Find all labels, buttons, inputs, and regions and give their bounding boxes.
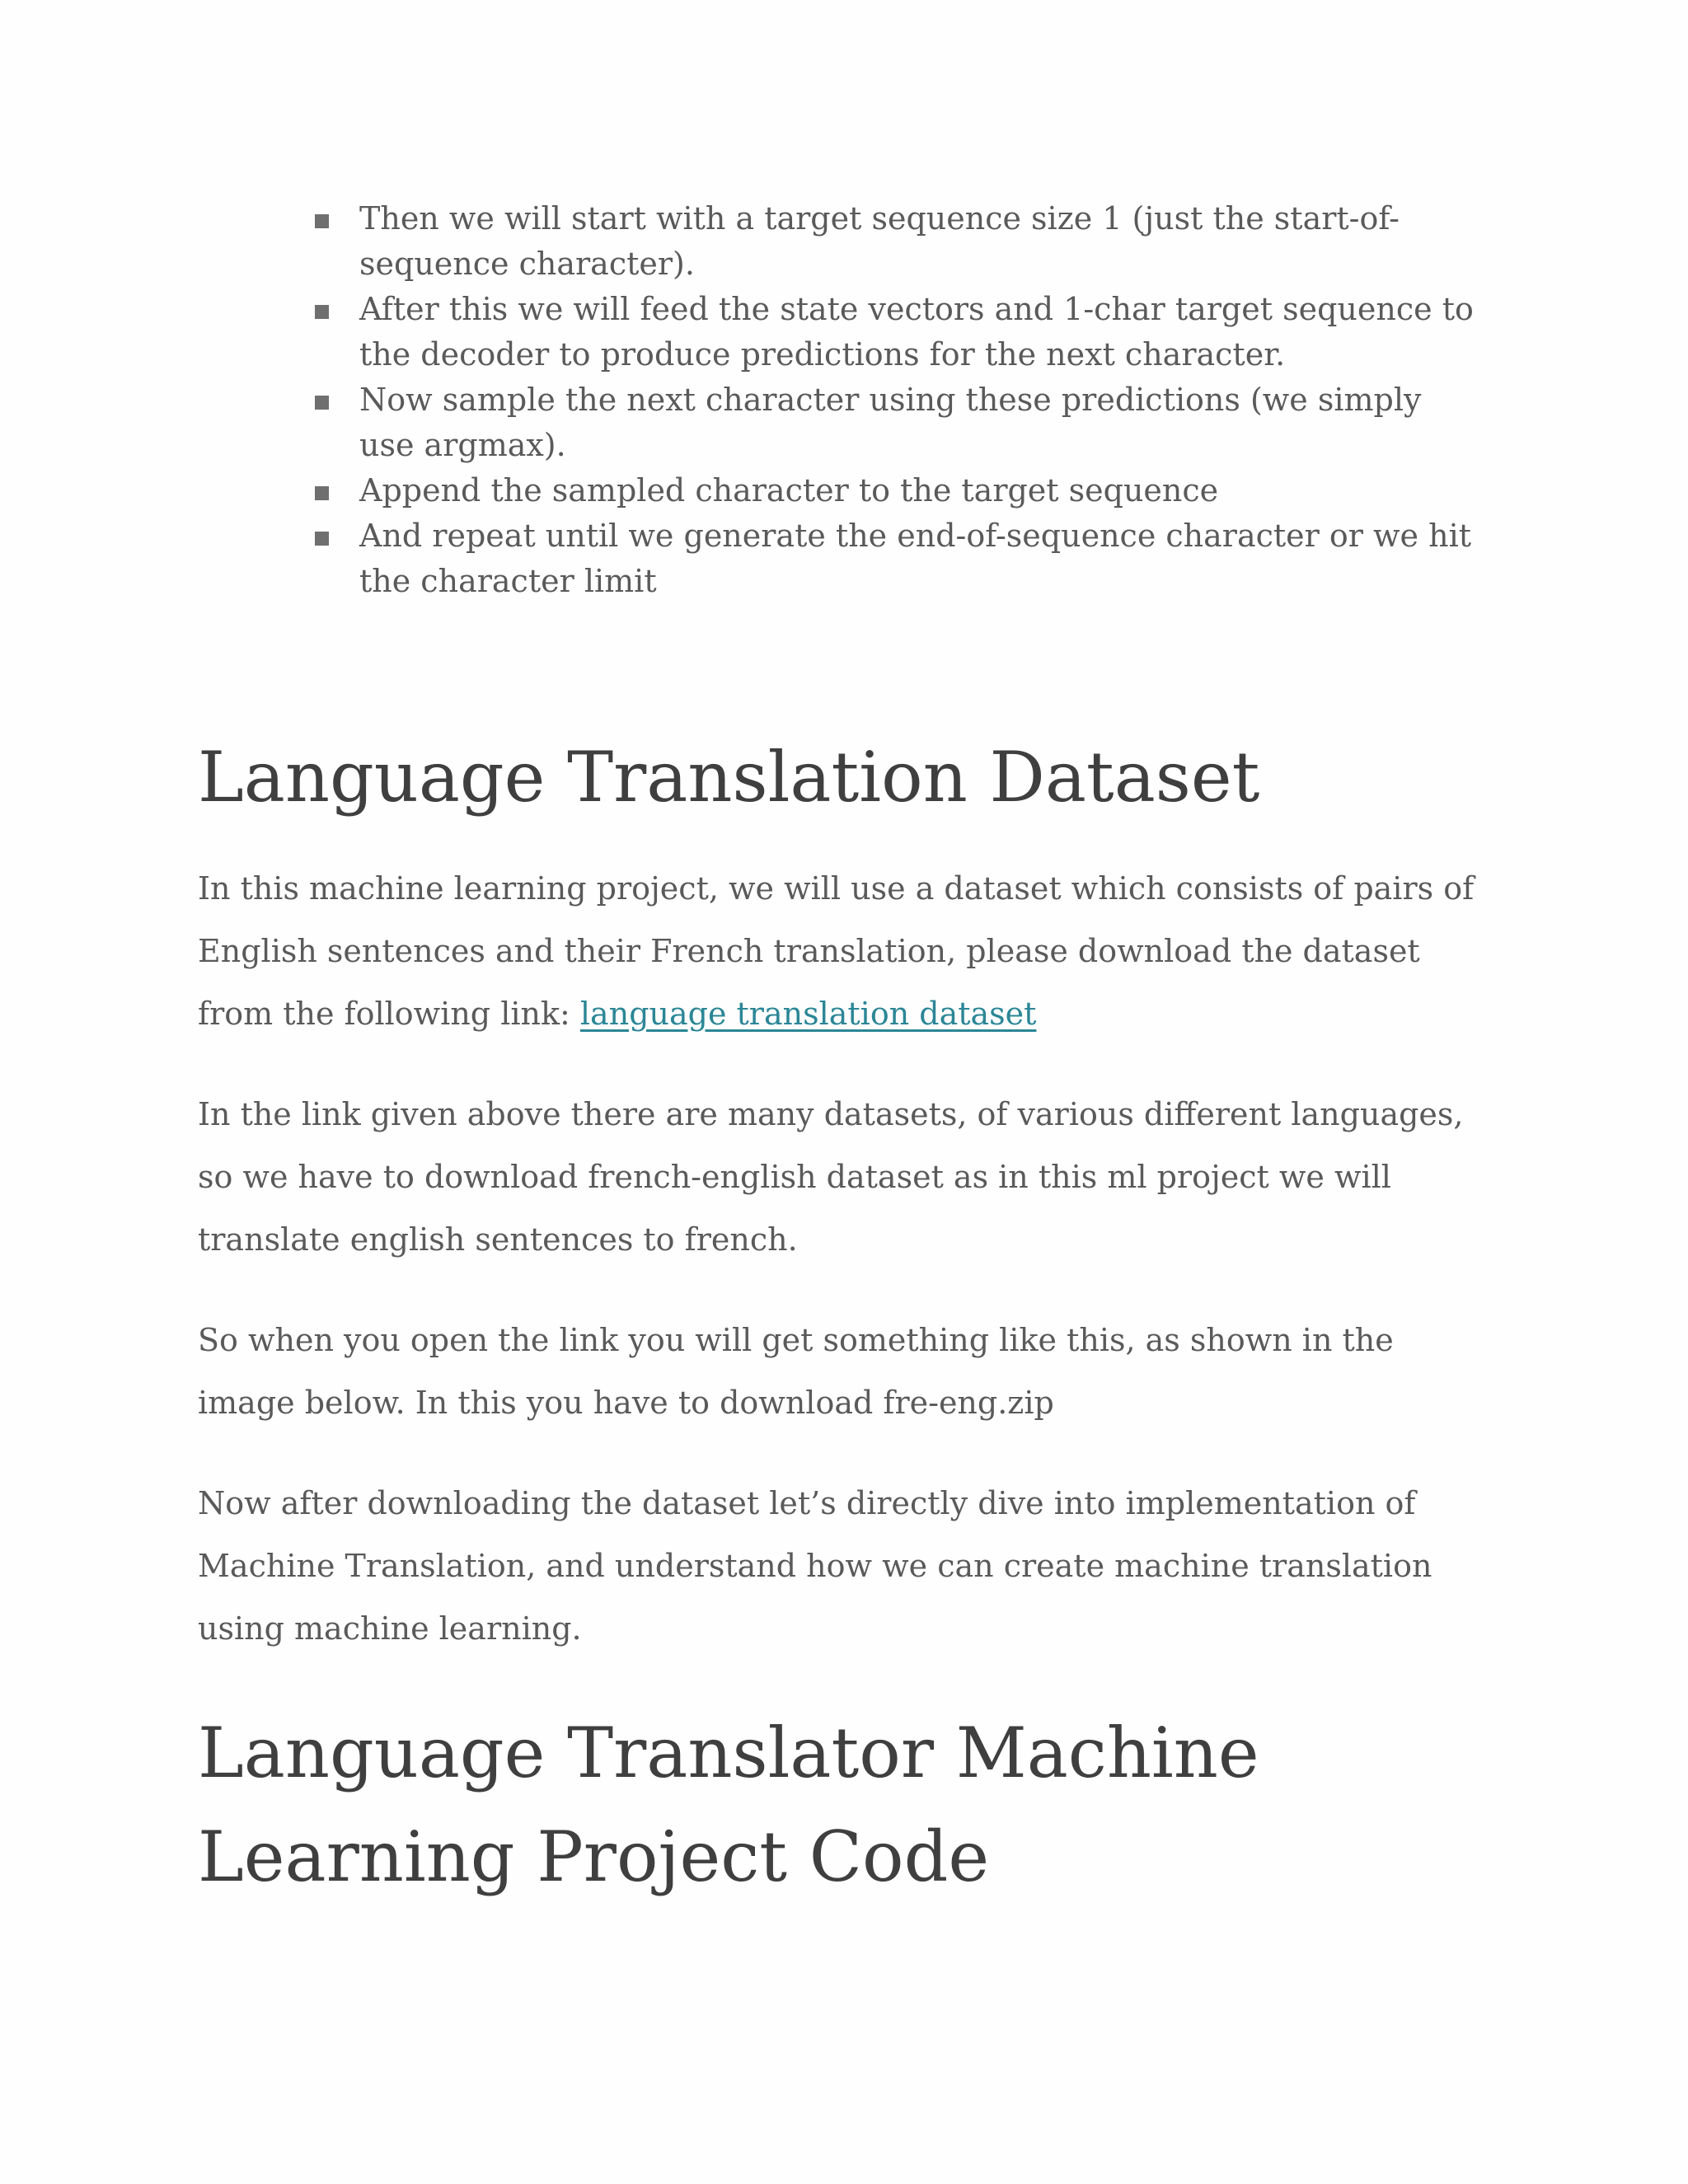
implementation-intro-paragraph: Now after downloading the dataset let’s directly dive into implementation of Machine Translation, and understand how we can create machine translation using machine learning. <box>198 1485 1432 1647</box>
square-bullet-icon <box>315 486 329 500</box>
list-item-text: Append the sampled character to the target sequence <box>359 472 1219 509</box>
dataset-languages-paragraph: In the link given above there are many datasets, of various different languages, so we have to download french-english dataset as in this ml project we will translate english sentences to french. <box>198 1096 1464 1258</box>
square-bullet-icon <box>315 214 329 228</box>
heading-project-code: Language Translator Machine Learning Project Code <box>198 1713 1259 1897</box>
list-item-text: After this we will feed the state vectors and 1-char target sequence to the decoder to produce predictions for the next character. <box>359 291 1474 373</box>
dataset-intro-text: In this machine learning project, we will use a dataset which consists of pairs of English sentences and their French translation, please download the dataset from the following link: <box>198 870 1475 1032</box>
list-item-text: Now sample the next character using these predictions (we simply use argmax). <box>359 382 1422 463</box>
list-item <box>313 196 1484 287</box>
list-item <box>313 287 1484 377</box>
list-item <box>313 377 1484 468</box>
dataset-intro-paragraph <box>198 857 1492 1045</box>
square-bullet-icon <box>315 305 329 319</box>
language-translation-dataset-link[interactable]: language translation dataset <box>579 996 1037 1032</box>
heading-language-translation-dataset: Language Translation Dataset <box>198 737 1260 818</box>
list-item-text: Then we will start with a target sequence size 1 (just the start-of-sequence character). <box>359 200 1400 282</box>
list-item <box>313 468 1484 513</box>
square-bullet-icon <box>315 396 329 410</box>
square-bullet-icon <box>315 532 329 546</box>
list-item <box>313 513 1484 604</box>
decoding-steps-list <box>313 196 1484 604</box>
dataset-download-paragraph: So when you open the link you will get something like this, as shown in the image below. In this you have to download fre-eng.zip <box>198 1322 1394 1421</box>
list-item-text: And repeat until we generate the end-of-sequence character or we hit the character limit <box>359 518 1472 599</box>
